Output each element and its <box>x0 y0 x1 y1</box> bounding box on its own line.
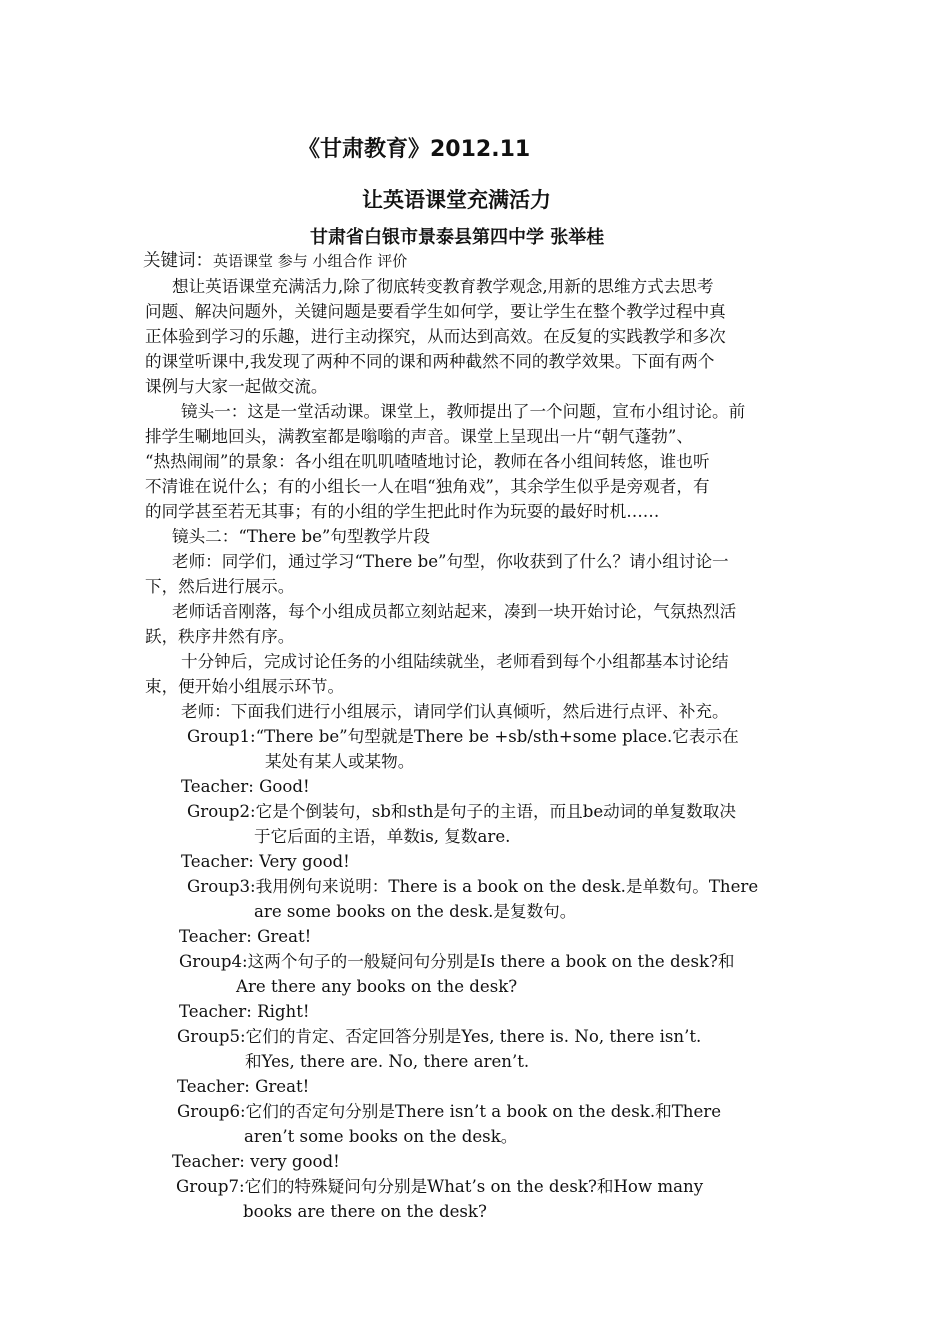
scene1-line: 不清谁在说什么；有的小组长一人在唱“独角戏”，其余学生似乎是旁观者，有 <box>145 477 710 496</box>
intro-line: 的课堂听课中,我发现了两种不同的课和两种截然不同的教学效果。下面有两个 <box>145 352 715 371</box>
scene2-teacher-line: 老师：同学们，通过学习“There be”句型，你收获到了什么？请小组讨论一 <box>172 552 729 571</box>
dialogue-line: Teacher: Right! <box>179 1002 310 1021</box>
keywords-line <box>143 253 407 271</box>
intro-line: 正体验到学习的乐趣，进行主动探究，从而达到高效。在反复的实践教学和多次 <box>145 327 726 346</box>
dialogue-line: Teacher: Great! <box>179 927 312 946</box>
dialogue-line: Group1:“There be”句型就是There be +sb/sth+some place.它表示在 <box>187 727 739 746</box>
dialogue-line: books are there on the desk? <box>243 1202 487 1221</box>
dialogue-line: 于它后面的主语，单数is, 复数are. <box>254 827 511 846</box>
dialogue-line: 和Yes, there are. No, there aren’t. <box>245 1052 530 1071</box>
keywords-label: 关键词： <box>143 251 213 271</box>
scene1-line: 镜头一：这是一堂活动课。课堂上，教师提出了一个问题，宣布小组讨论。前 <box>181 402 746 421</box>
dialogue-line: Teacher: Very good! <box>181 852 350 871</box>
dialogue-line: Group6:它们的否定句分别是There isn’t a book on the desk.和There <box>177 1102 722 1121</box>
scene2-after-line: 十分钟后，完成讨论任务的小组陆续就坐，老师看到每个小组都基本讨论结 <box>181 652 729 671</box>
dialogue-line: Teacher: Good! <box>181 777 310 796</box>
dialogue-line: are some books on the desk.是复数句。 <box>254 902 577 921</box>
dialogue-line: Teacher: Great! <box>177 1077 310 1096</box>
dialogue-line: Group4:这两个句子的一般疑问句分别是Is there a book on the desk?和 <box>179 952 735 971</box>
scene2-reaction-line: 老师话音刚落，每个小组成员都立刻站起来，凑到一块开始讨论，气氛热烈活 <box>172 602 737 621</box>
intro-line: 问题、解决问题外，关键问题是要看学生如何学，要让学生在整个教学过程中真 <box>145 302 726 321</box>
scene2-teacher-line: 下，然后进行展示。 <box>145 577 295 596</box>
dialogue-line: Group2:它是个倒装句，sb和sth是句子的主语，而且be动词的单复数取决 <box>187 802 736 821</box>
scene2-title: 镜头二：“There be”句型教学片段 <box>172 527 430 546</box>
keywords-terms: 英语课堂 参与 小组合作 评价 <box>213 252 408 270</box>
dialogue-line: Are there any books on the desk? <box>236 977 518 996</box>
dialogue-line: Group7:它们的特殊疑问句分别是What’s on the desk?和How many <box>176 1177 704 1196</box>
dialogue-line: Group3:我用例句来说明：There is a book on the desk.是单数句。There <box>187 877 759 896</box>
intro-line: 想让英语课堂充满活力,除了彻底转变教育教学观念,用新的思维方式去思考 <box>172 277 714 296</box>
dialogue-line: 某处有某人或某物。 <box>265 752 415 771</box>
author-line: 甘肃省白银市景泰县第四中学 张举桂 <box>310 227 605 248</box>
scene1-line: 的同学甚至若无其事；有的小组的学生把此时作为玩耍的最好时机…… <box>145 502 660 521</box>
scene2-after-line: 束，便开始小组展示环节。 <box>145 677 345 696</box>
scene1-line: “热热闹闹”的景象：各小组在叽叽喳喳地讨论，教师在各小组间转悠，谁也听 <box>145 452 710 471</box>
scene2-intro-line: 老师：下面我们进行小组展示，请同学们认真倾听，然后进行点评、补充。 <box>181 702 729 721</box>
article-title: 让英语课堂充满活力 <box>362 188 551 212</box>
journal-citation: 《甘肃教育》2012.11 <box>298 137 531 162</box>
dialogue-line: Group5:它们的肯定、否定回答分别是Yes, there is. No, there isn’t. <box>177 1027 702 1046</box>
scene2-reaction-line: 跃，秩序井然有序。 <box>145 627 295 646</box>
intro-line: 课例与大家一起做交流。 <box>145 377 328 396</box>
dialogue-line: aren’t some books on the desk。 <box>244 1127 518 1146</box>
scene1-line: 排学生唰地回头，满教室都是嗡嗡的声音。课堂上呈现出一片“朝气蓬勃”、 <box>145 427 693 446</box>
dialogue-line: Teacher: very good! <box>172 1152 340 1171</box>
